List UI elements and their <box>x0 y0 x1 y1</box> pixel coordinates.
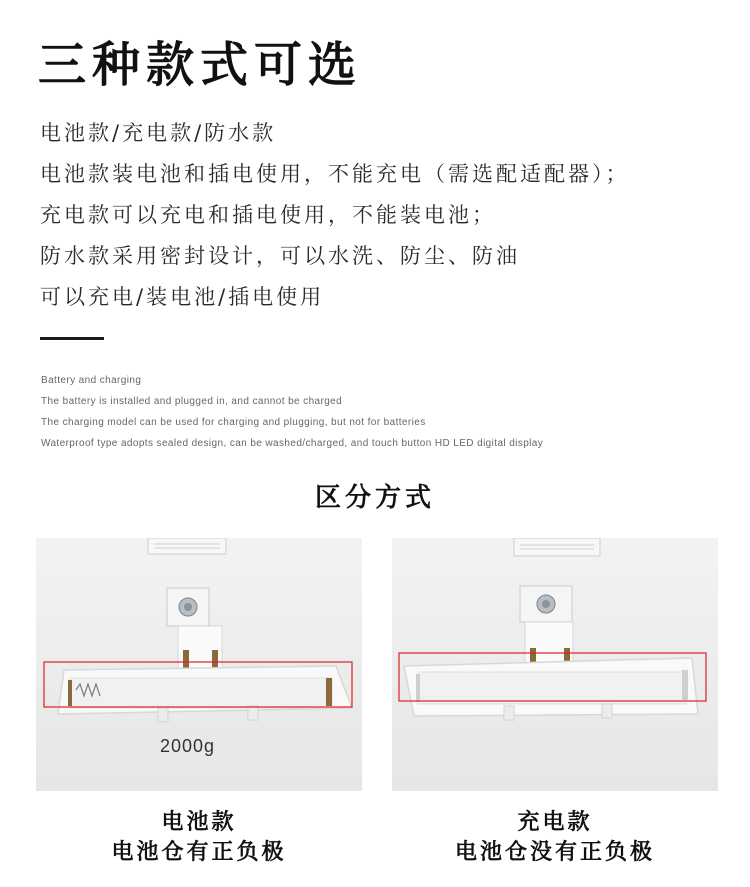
weight-label: 2000g <box>160 736 216 756</box>
section-title: 区分方式 <box>314 483 435 513</box>
description-line: 充电款可以充电和插电使用，不能装电池； <box>40 203 496 227</box>
sticker-label <box>148 538 226 554</box>
contact-terminal <box>212 650 218 668</box>
battery-compartment-illustration <box>392 538 718 791</box>
description-en-line: The battery is installed and plugged in, and cannot be charged <box>41 396 343 407</box>
description-line: 电池款/充电款/防水款 <box>40 121 277 145</box>
caption-title: 充电款 <box>517 810 593 835</box>
description-en <box>41 370 543 454</box>
description-line: 防水款采用密封设计，可以水洗、防尘、防油 <box>40 244 520 268</box>
positive-terminal <box>326 678 332 706</box>
description-line: 可以充电/装电池/插电使用 <box>40 285 325 309</box>
battery-compartment-photo-battery-model <box>36 538 362 791</box>
description-en-line: The charging model can be used for charging and plugging, but not for batteries <box>41 417 426 428</box>
caption-charging-model <box>392 808 718 868</box>
battery-compartment-photo-charging-model <box>392 538 718 791</box>
description-en-line: Battery and charging <box>41 375 142 386</box>
negative-terminal <box>68 680 72 706</box>
caption-title: 电池款 <box>161 810 237 835</box>
caption-subtitle: 电池仓有正负极 <box>111 840 287 865</box>
caption-battery-model <box>36 808 362 868</box>
description-en-line: Waterproof type adopts sealed design, can be washed/charged, and touch button HD LED digital display <box>41 438 544 449</box>
description-line: 电池款装电池和插电使用，不能充电（需选配适配器）； <box>40 162 630 186</box>
description-cn <box>40 113 630 318</box>
sticker-label <box>514 538 600 556</box>
page-title: 三种款式可选 <box>38 37 363 93</box>
caption-subtitle: 电池仓没有正负极 <box>454 840 655 865</box>
contact-terminal <box>183 650 189 668</box>
divider <box>40 337 104 340</box>
